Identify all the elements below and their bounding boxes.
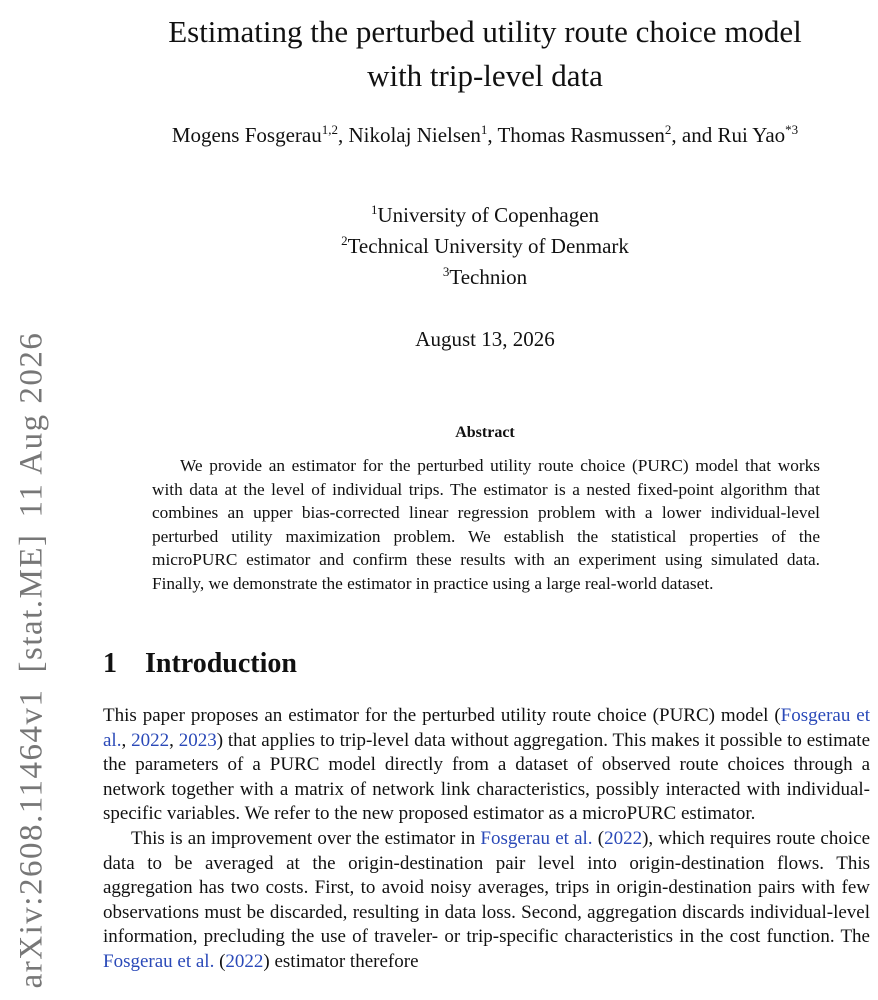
title-line-1: Estimating the perturbed utility route choice model: [168, 14, 802, 49]
citation-link[interactable]: 2022: [131, 729, 170, 751]
affiliation-mark: 2: [341, 233, 348, 248]
paper-title: [100, 10, 870, 98]
arxiv-id: arXiv:2608.11464v1: [13, 688, 50, 989]
author-affil-mark: 2: [664, 122, 672, 137]
author-affil-mark: *3: [785, 122, 799, 137]
author-separator: ,: [337, 123, 349, 147]
abstract-body: [152, 454, 820, 596]
author-name: Rui Yao: [717, 123, 786, 147]
arxiv-category: [stat.ME]: [13, 533, 50, 673]
intro-paragraph-2: [103, 827, 870, 975]
affiliation-name: Technion: [449, 265, 528, 289]
affiliation-list: [100, 200, 870, 293]
author-separator: ,: [487, 123, 498, 147]
affiliation-mark: 3: [442, 264, 450, 279]
intro-text: ,: [121, 729, 132, 751]
author-affil-mark: 1: [480, 122, 488, 137]
introduction-body: [103, 704, 870, 975]
intro-text: (: [592, 827, 605, 849]
affiliation: [100, 200, 870, 231]
arxiv-stamp: [14, 324, 51, 997]
abstract-heading: Abstract: [455, 424, 515, 441]
citation-link[interactable]: 2023: [178, 729, 217, 751]
intro-paragraph-1: [103, 704, 870, 827]
citation-link[interactable]: Fosgerau et al.: [103, 950, 215, 972]
section-heading: [103, 648, 297, 680]
citation-link[interactable]: Fosgerau et al.: [103, 705, 870, 751]
citation-link[interactable]: 2022: [225, 950, 264, 972]
intro-text: ) that applies to trip-level data without aggregation. This makes it possible to estimate the parameters of a PURC model directly from a dataset of observed route choices through a network together with a matrix of network link characteristics, possibly interacted with individual-specific variables. We refer to the new proposed estimator as a microPURC estimator.: [103, 729, 871, 825]
intro-text: (: [214, 950, 226, 972]
arxiv-sidebar: [12, 330, 52, 990]
affiliation-name: University of Copenhagen: [377, 203, 600, 227]
intro-text: ,: [169, 729, 179, 751]
paper-date: August 13, 2026: [415, 327, 555, 351]
author-name: Nikolaj Nielsen: [348, 123, 481, 147]
author-separator: , and: [671, 123, 718, 147]
affiliation-mark: 1: [370, 202, 378, 217]
affiliation: [100, 262, 870, 293]
affiliation-name: Technical University of Denmark: [347, 234, 629, 258]
title-line-2: with trip-level data: [367, 58, 603, 93]
author-affil-mark: 1,2: [321, 122, 338, 137]
author-name: Mogens Fosgerau: [171, 123, 322, 147]
intro-text: ), which requires route choice data to be averaged at the origin-destination pair level into origin-destination flows. This aggregation has two costs. First, to avoid noisy averages, trips in origin-destination pairs with few observations must be discarded, resulting in data loss. Second, aggregation discards individual-level information, precluding the use of traveler- or trip-specific characteristics in the cost function. The: [103, 827, 871, 948]
section-number: 1: [103, 648, 117, 679]
author-name: Thomas Rasmussen: [497, 123, 665, 147]
author-list: [100, 121, 870, 150]
intro-text: ) estimator therefore: [263, 950, 419, 972]
citation-link[interactable]: 2022: [604, 827, 643, 849]
intro-text: This paper proposes an estimator for the perturbed utility route choice (PURC) model (: [103, 705, 781, 726]
abstract-text: We provide an estimator for the perturbed utility route choice (PURC) model that works with data at the level of individual trips. The estimator is a nested fixed-point algorithm that combines an upper bias-corrected linear regression problem with a lower individual-level perturbed utility maximization problem. We establish the statistical properties of the microPURC estimator and confirm these results with an experiment using simulated data. Finally, we demonstrate the estimator in practice using a large real-world dataset.: [152, 456, 820, 593]
citation-link[interactable]: Fosgerau et al.: [480, 827, 593, 849]
section-title: Introduction: [145, 648, 297, 679]
arxiv-date: 11 Aug 2026: [13, 331, 50, 518]
affiliation: [100, 231, 870, 262]
intro-text: This is an improvement over the estimator in: [131, 827, 481, 849]
